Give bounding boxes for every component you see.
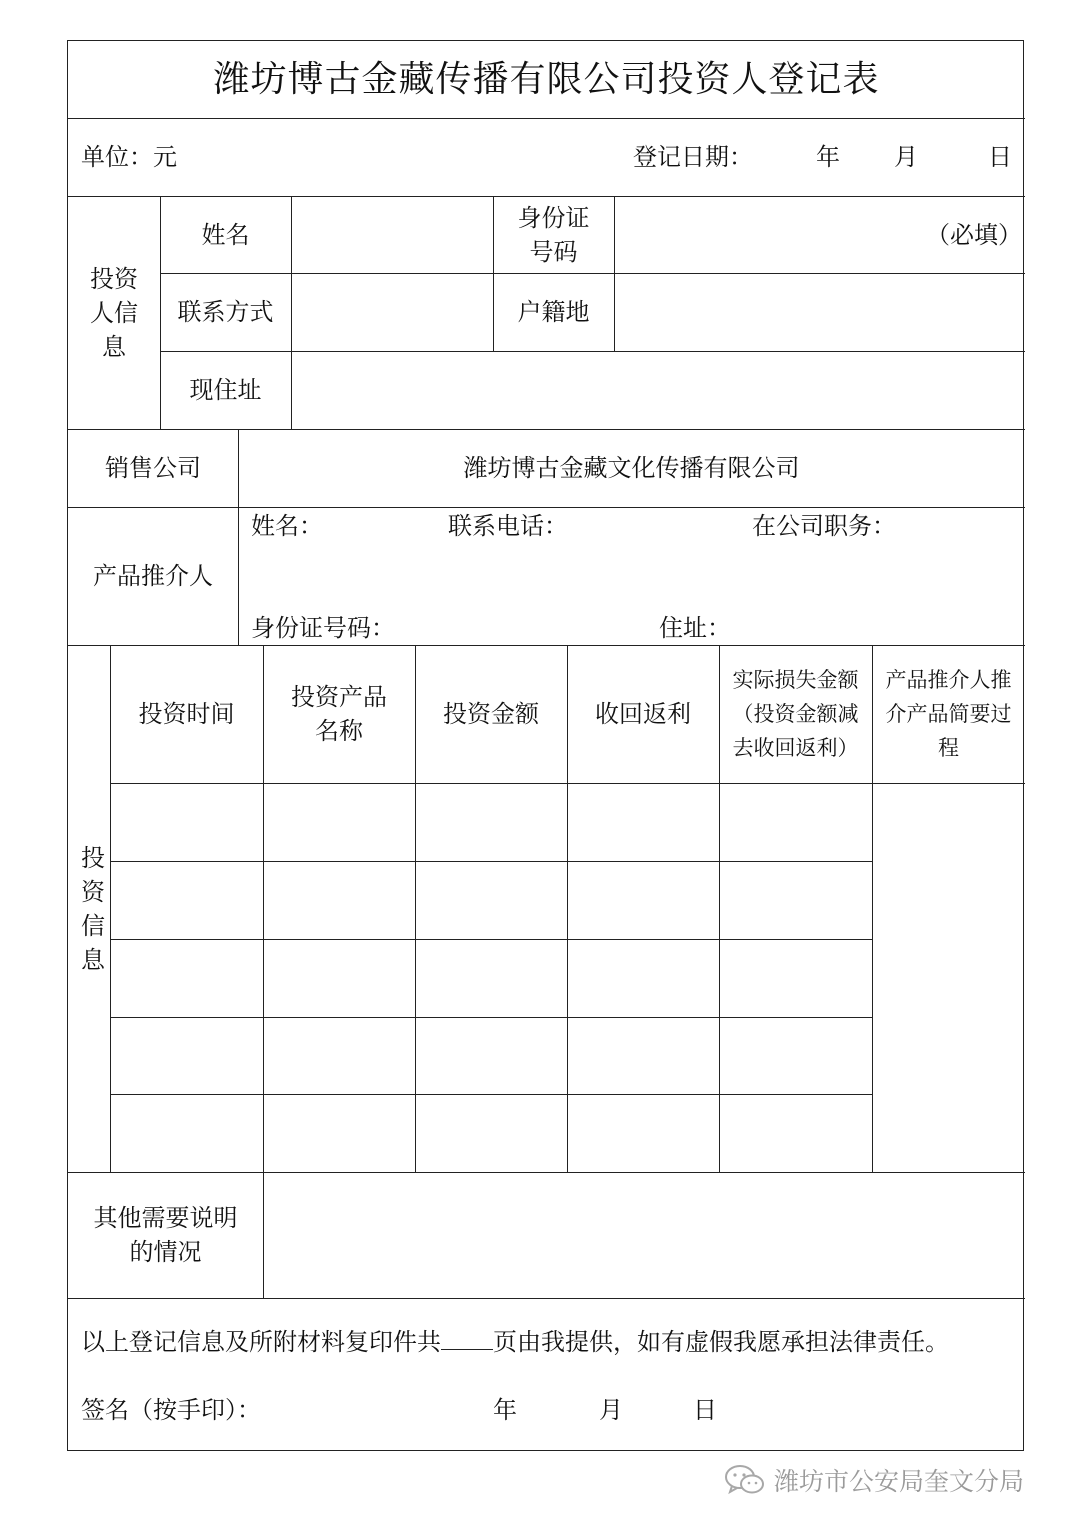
investor-household-field[interactable] (615, 274, 1024, 351)
header-investment-amount: 投资金额 (443, 700, 539, 728)
date-month-label: 月 (894, 143, 918, 171)
investment-row[interactable] (111, 1095, 871, 1172)
other-notes-field[interactable] (264, 1173, 1024, 1298)
rule (68, 1298, 1025, 1299)
date-day-label: 日 (988, 143, 1012, 171)
sales-company-label: 销售公司 (105, 454, 201, 482)
header-product-name: 投资产品名称 (291, 683, 387, 745)
sales-company-value: 潍坊博古金藏文化传播有限公司 (463, 454, 800, 482)
investor-contact-label: 联系方式 (177, 298, 274, 326)
investor-name-field[interactable] (292, 197, 492, 273)
investment-row[interactable] (111, 784, 871, 861)
rule (68, 118, 1025, 119)
referrer-id-label: 身份证号码： (251, 614, 395, 642)
form-title: 潍坊博古金藏传播有限公司投资人登记表 (213, 58, 880, 100)
investor-section-label: 投资人信息 (90, 264, 138, 361)
investment-row[interactable] (111, 940, 871, 1017)
referrer-phone-label: 联系电话： (448, 512, 568, 540)
signature-day-label: 日 (693, 1396, 717, 1424)
investment-row[interactable] (111, 1018, 871, 1094)
wechat-icon (724, 1463, 766, 1497)
header-referral-process: 产品推介人推介产品简要过程 (885, 668, 1012, 760)
watermark-text: 潍坊市公安局奎文分局 (774, 1467, 1025, 1496)
investor-household-label: 户籍地 (517, 298, 590, 326)
signature-year-label: 年 (493, 1396, 517, 1424)
header-rebate-recovered: 收回返利 (595, 700, 691, 728)
header-investment-time: 投资时间 (138, 700, 235, 728)
page-count-blank[interactable] (441, 1329, 493, 1350)
investment-section-label: 投资信息 (81, 843, 105, 974)
registration-date-label: 登记日期： (633, 143, 753, 171)
referrer-name-label: 姓名： (251, 512, 323, 540)
registration-form (67, 40, 1024, 1451)
required-note: （必填） (926, 221, 1022, 249)
investor-name-label: 姓名 (201, 220, 250, 249)
investment-row[interactable] (111, 862, 871, 939)
referrer-label: 产品推介人 (93, 562, 213, 590)
declaration-text: 以上登记信息及所附材料复印件共 页由我提供，如有虚假我愿承担法律责任。 (81, 1328, 949, 1356)
investor-id-label: 身份证号码 (517, 203, 590, 266)
investor-address-field[interactable] (292, 352, 1024, 429)
referrer-address-label: 住址： (659, 614, 731, 642)
investor-address-label: 现住址 (189, 376, 262, 404)
header-actual-loss: 实际损失金额（投资金额减去收回返利） (732, 668, 859, 760)
signature-label: 签名（按手印）： (81, 1396, 261, 1424)
other-notes-label: 其他需要说明的情况 (93, 1204, 238, 1266)
referrer-position-label: 在公司职务： (752, 512, 896, 540)
unit-label: 单位：元 (81, 143, 177, 171)
date-year-label: 年 (816, 143, 840, 171)
referral-process-field[interactable] (873, 784, 1024, 1172)
watermark (724, 1462, 1024, 1498)
investor-contact-field[interactable] (292, 274, 492, 351)
signature-month-label: 月 (599, 1396, 623, 1424)
